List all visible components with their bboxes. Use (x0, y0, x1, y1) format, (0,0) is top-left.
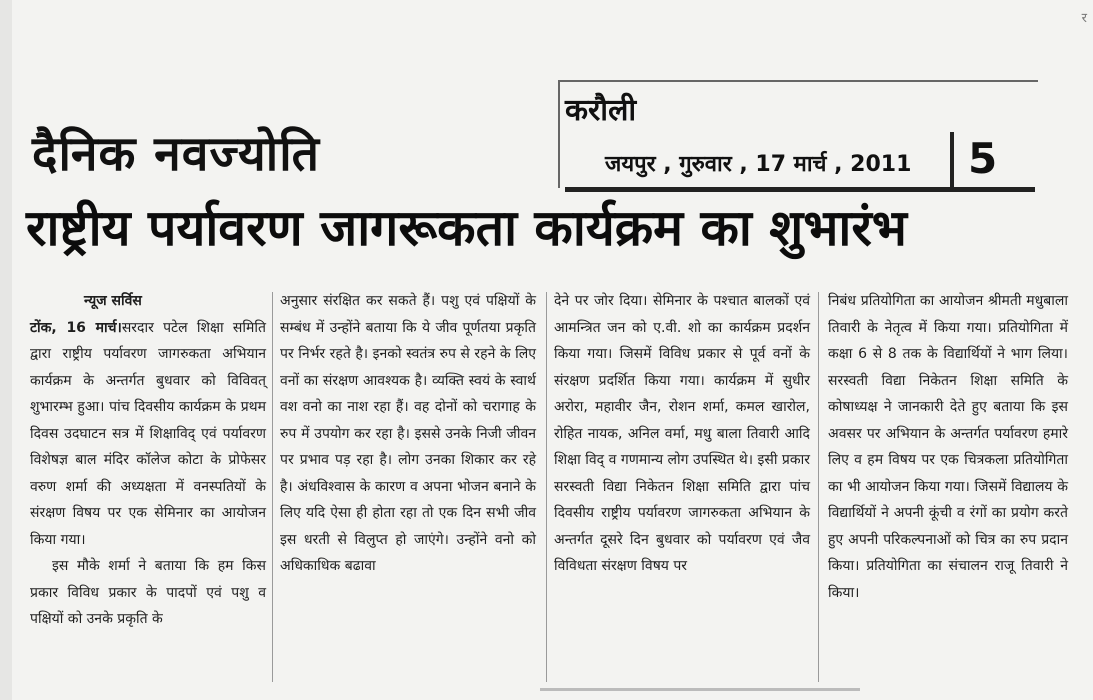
edition-date-line: जयपुर , गुरुवार , 17 मार्च , 2011 (605, 152, 912, 177)
column-divider (272, 292, 273, 682)
article-column-1 (30, 288, 266, 683)
article-paragraph: निबंध प्रतियोगिता का आयोजन श्रीमती मधुबाला तिवारी के नेतृत्व में किया गया। प्रतियोगिता में कक्षा 6 से 8 तक के विद्यार्थियों ने भाग लिया। सरस्वती विद्या निकेतन शिक्षा समिति के कोषाध्यक्ष ने जानकारी देते हुए बताया कि इस अवसर पर अभियान के अन्तर्गत पर्यावरण हमारे लिए व हम विषय पर एक चित्रकला प्रतियोगिता का भी आयोजन किया गया। जिसमें विद्यालय के विद्यार्थियों ने अपनी कूंची व रंगों का प्रयोग करते हुए अपनी परिकल्पनाओं को चित्र का रुप प्रदान किया। प्रतियोगिता का संचालन राजू तिवारी ने किया। (828, 293, 1068, 601)
article-paragraph (30, 315, 266, 554)
article-paragraph: इस मौके शर्मा ने बताया कि हम किस प्रकार विविध प्रकार के पादपों एवं पशु व पक्षियों को उनके प्रकृति के (30, 558, 266, 627)
newspaper-name: दैनिक नवज्योति (32, 126, 320, 182)
paragraph-text: सरदार पटेल शिक्षा समिति द्वारा राष्ट्रीय पर्यावरण जागरुकता अभियान कार्यक्रम के अन्तर्गत बुधवार को विविवत् शुभारम्भ हुआ। पांच दिवसीय कार्यक्रम के प्रथम दिवस उदघाटन सत्र में शिक्षाविद् एवं पर्यावरण विशेषज्ञ बाल मंदिर कॉलेज कोटा के प्रोफेसर वरुण शर्मा की अध्यक्षता में वनस्पतियों के संरक्षण विषय पर एक सेमिनार का आयोजन किया गया। (30, 319, 266, 548)
byline: न्यूज सर्विस (84, 293, 142, 309)
page-left-edge (0, 0, 12, 700)
article-paragraph: अनुसार संरक्षित कर सकते हैं। पशु एवं पक्षियों के सम्बंध में उन्होंने बताया कि ये जीव पूर्णतया प्रकृति पर निर्भर रहते है। इनको स्वतंत्र रुप से रहने के लिए वनों का संरक्षण आवश्यक है। व्यक्ति स्वयं के स्वार्थ वश वनो का नाश रहा हैं। वह दोनों को चरागाह के रुप में उपयोग कर रहा है। इससे उनके निजी जीवन पर प्रभाव पड़ रहा है। लोग उनका शिकार कर रहे है। अंधविश्वास के कारण व अपना भोजन बनाने के लिए यदि ऐसा ही होता रहा तो एक दिन सभी जीव इस धरती से विलुप्त हो जाएंगे। उन्होंने वनो को अधिकाधिक बढावा (280, 293, 536, 574)
bottom-rule (540, 688, 860, 691)
article-column-4 (828, 288, 1068, 683)
page-number-divider (950, 132, 954, 188)
page-number: 5 (968, 134, 998, 183)
article-headline: राष्ट्रीय पर्यावरण जागरूकता कार्यक्रम का शुभारंभ (26, 199, 907, 257)
column-divider (818, 292, 819, 682)
edition-city: करौली (565, 93, 637, 128)
article-column-2 (280, 288, 536, 683)
margin-mark: र (1081, 11, 1087, 26)
article-column-3 (554, 288, 810, 683)
masthead-vertical-rule (558, 80, 560, 188)
masthead-top-rule (558, 80, 1038, 82)
dateline: टोंक, 16 मार्च। (30, 319, 122, 336)
article-paragraph: देने पर जोर दिया। सेमिनार के पश्चात बालकों एवं आमन्त्रित जन को ए.वी. शो का कार्यक्रम प्रदर्शन किया गया। जिसमें विविध प्रकार से पूर्व वनों के संरक्षण प्रदर्शित किया गया। कार्यक्रम में सुधीर अरोरा, महावीर जैन, रोशन शर्मा, कमल खारोल, रोहित नायक, अनिल वर्मा, मधु बाला तिवारी आदि शिक्षा विद् व गणमान्य लोग उपस्थित थे। इसी प्रकार सरस्वती विद्या निकेतन शिक्षा समिति द्वारा पांच दिवसीय राष्ट्रीय पर्यावरण जागरुकता अभियान के अन्तर्गत दूसरे दिन बुधवार को पर्यावरण एवं जैव विविधता संरक्षण विषय पर (554, 293, 810, 574)
column-divider (546, 292, 547, 682)
